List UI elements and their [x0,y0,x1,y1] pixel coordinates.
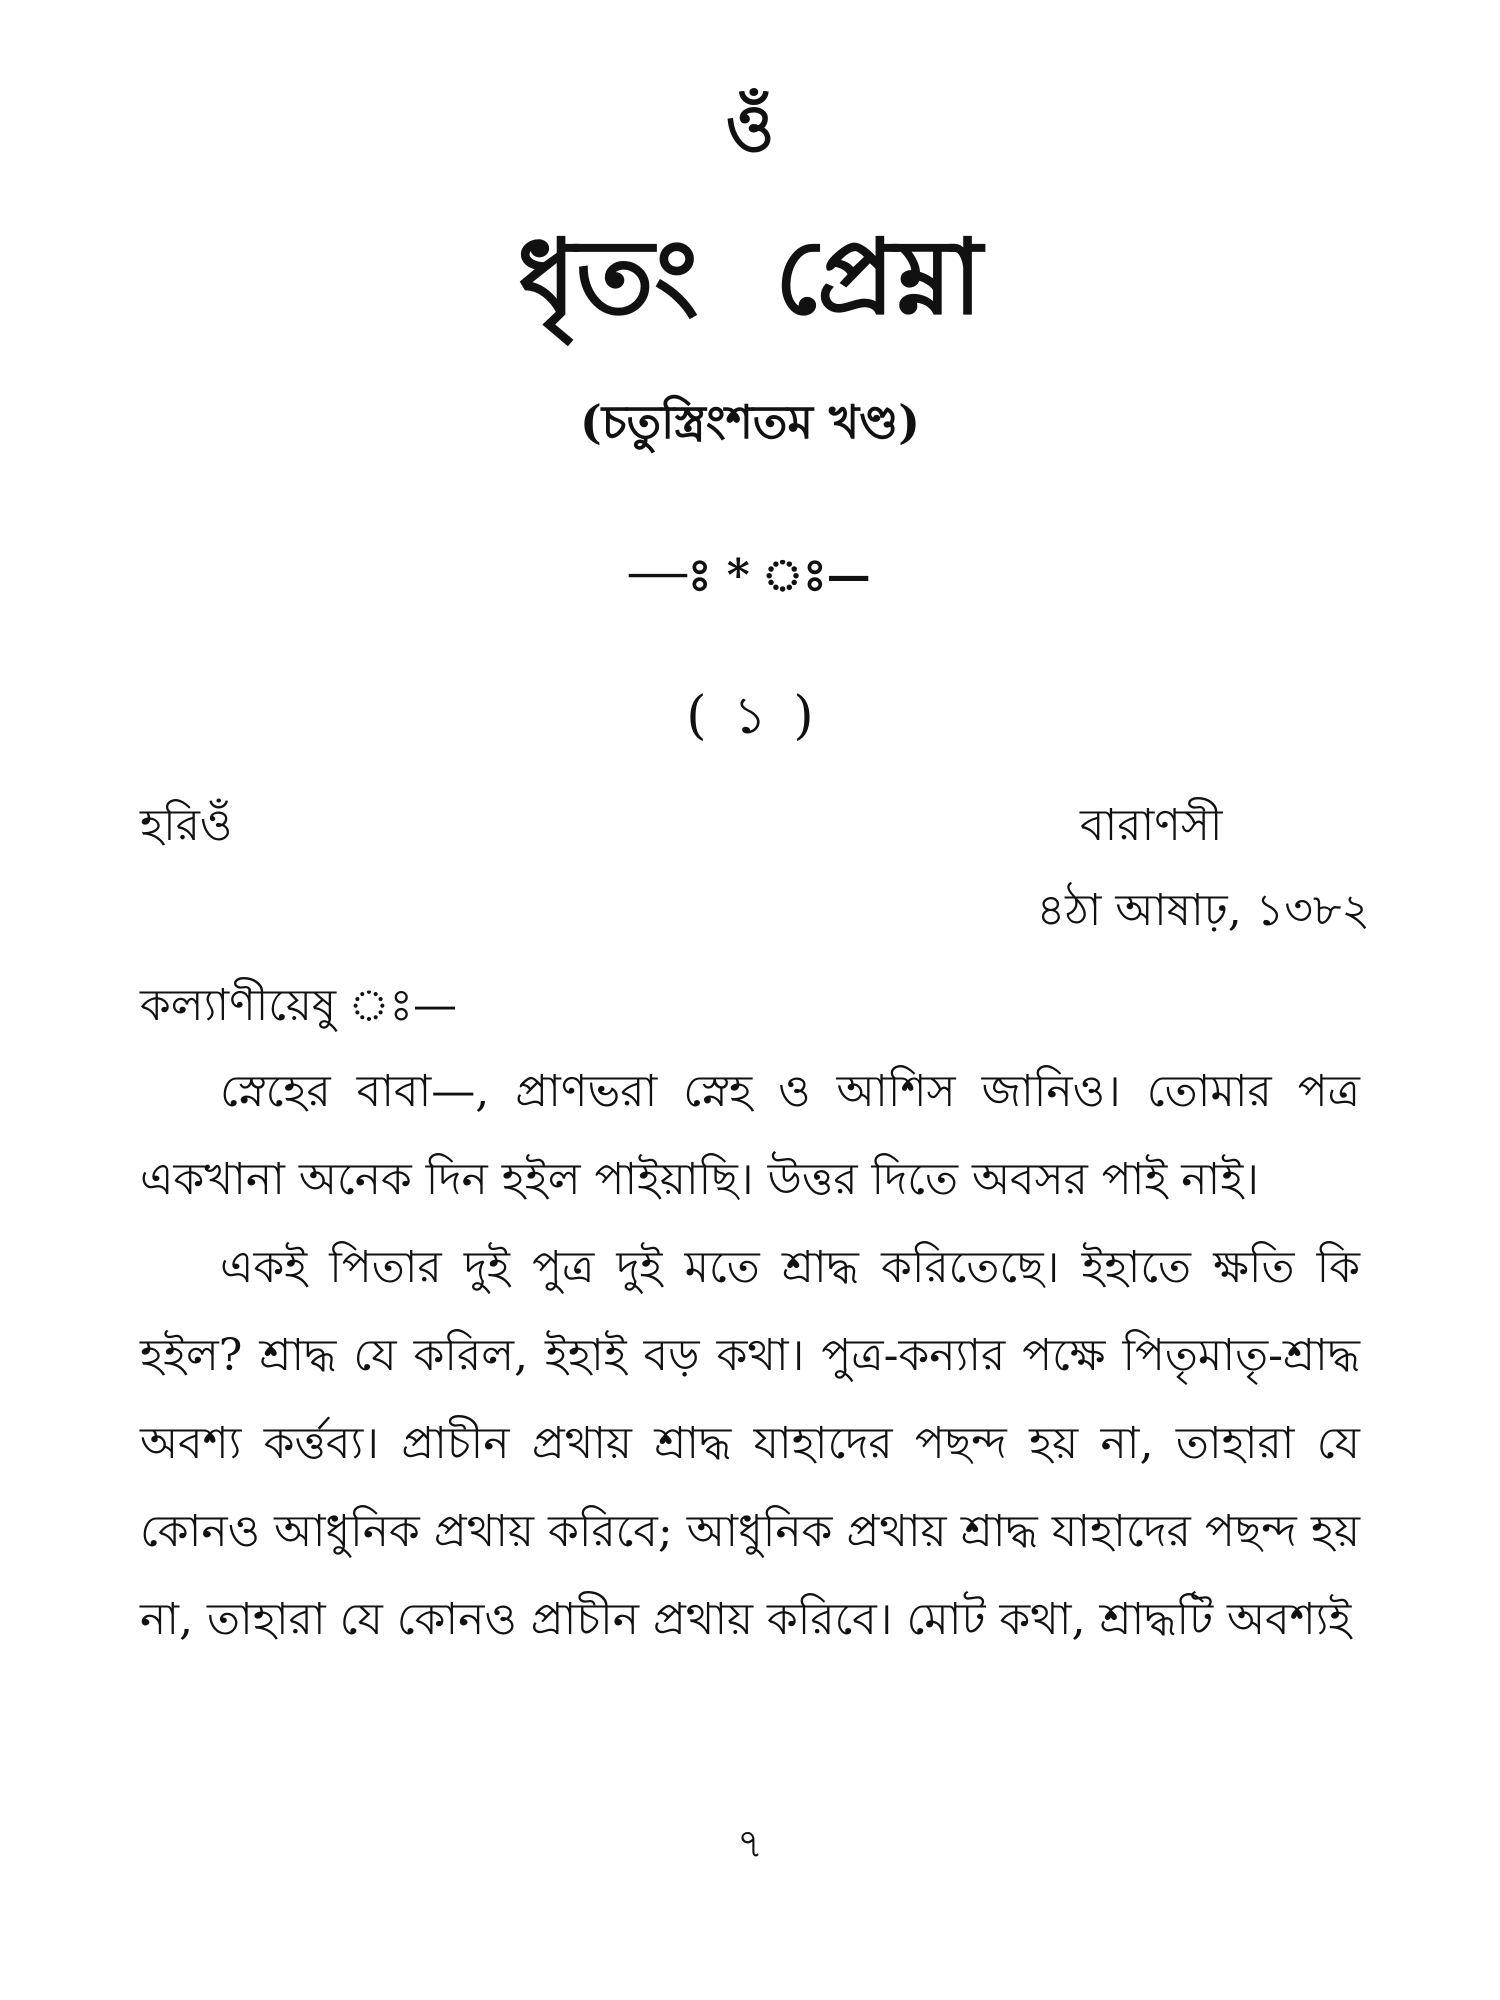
book-title: ধৃতং প্রেম্না [517,215,983,338]
letter-place: বারাণসী [1080,800,1223,851]
letter-addressee: কল্যাণীয়েষু ঃ— [140,980,457,1031]
om-symbol: ওঁ [725,89,775,167]
page-number: ৭ [736,1821,763,1867]
volume-subtitle: (চতুস্ত্রিংশতম খণ্ড) [580,395,920,449]
body-paragraph: স্নেহের বাবা—, প্রাণভরা স্নেহ ও আশিস জানিও। তোমার পত্র একখানা অনেক দিন হইল পাইয়াছি। উত্তর দিতে অবসর পাই নাই। [140,1066,1360,1205]
letter-date: ৪ঠা আষাঢ়, ১৩৮২ [1036,885,1370,936]
section-ornament: —ঃ * ঃ— [629,550,871,601]
letter-salutation: হরিওঁ [140,800,233,851]
letter-number: ( ১ ) [686,686,814,746]
body-paragraph: একই পিতার দুই পুত্র দুই মতে শ্রাদ্ধ করিতেছে। ইহাতে ক্ষতি কি হইল? শ্রাদ্ধ যে করিল, ইহাই বড় কথা। পুত্র-কন্যার পক্ষে পিতৃমাতৃ-শ্রাদ্ধ অবশ্য কর্ত্তব্য। প্রাচীন প্রথায় শ্রাদ্ধ যাহাদের পছন্দ হয় না, তাহারা যে কোনও আধুনিক প্রথায় করিবে; আধুনিক প্রথায় শ্রাদ্ধ যাহাদের পছন্দ হয় না, তাহারা যে কোনও প্রাচীন প্রথায় করিবে। মোট কথা, শ্রাদ্ধটি অবশ্যই [140,1242,1360,1645]
letter-body [140,1048,1360,1664]
